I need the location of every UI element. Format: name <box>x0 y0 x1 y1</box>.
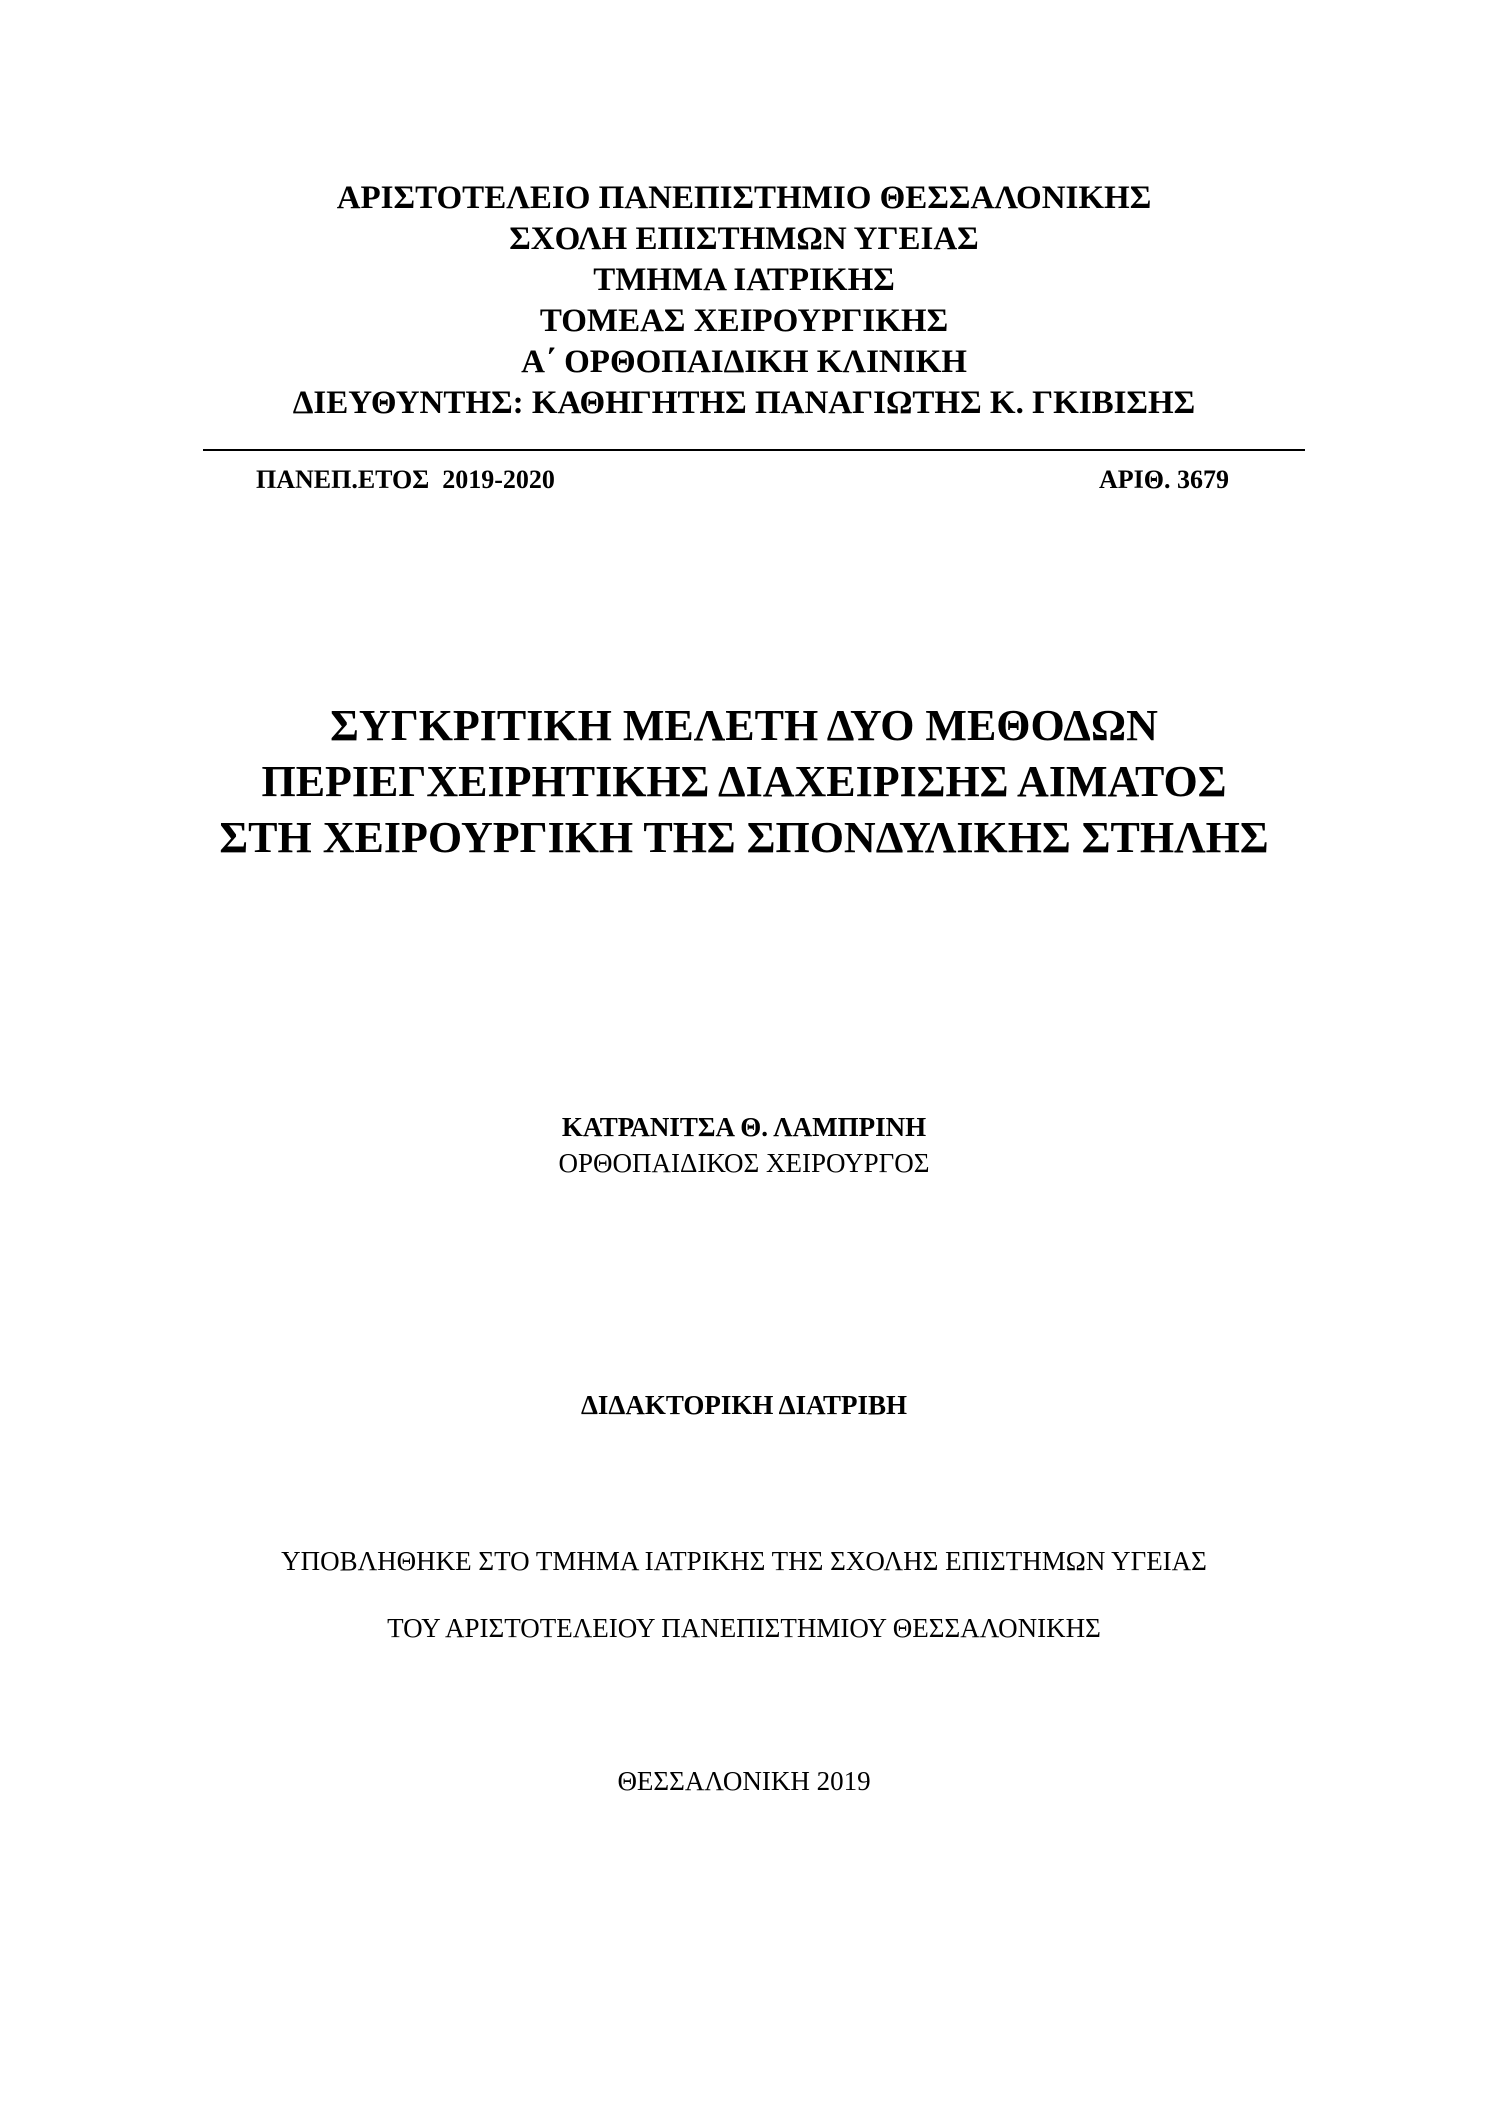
clinic-name: Α΄ ΟΡΘΟΠΑΙΔΙΚΗ ΚΛΙΝΙΚΗ <box>521 344 967 380</box>
thesis-number: ΑΡΙΘ. 3679 <box>1099 465 1229 494</box>
academic-year: ΠΑΝΕΠ.ΕΤΟΣ 2019-2020 <box>256 465 555 494</box>
author-role: ΟΡΘΟΠΑΙΔΙΚΟΣ ΧΕΙΡΟΥΡΓΟΣ <box>558 1148 930 1178</box>
thesis-type: ΔΙΔΑΚΤΟΡΙΚΗ ΔΙΑΤΡΙΒΗ <box>581 1390 907 1420</box>
school-name: ΣΧΟΛΗ ΕΠΙΣΤΗΜΩΝ ΥΓΕΙΑΣ <box>509 221 979 257</box>
thesis-title <box>0 698 1488 866</box>
title-line-2: ΠΕΡΙΕΓΧΕΙΡΗΤΙΚΗΣ ΔΙΑΧΕΙΡΙΣΗΣ ΑΙΜΑΤΟΣ <box>261 757 1227 806</box>
department-name: ΤΜΗΜΑ ΙΑΤΡΙΚΗΣ <box>593 262 895 298</box>
university-name: ΑΡΙΣΤΟΤΕΛΕΙΟ ΠΑΝΕΠΙΣΤΗΜΙΟ ΘΕΣΣΑΛΟΝΙΚΗΣ <box>336 180 1152 216</box>
author-name: ΚΑΤΡΑΝΙΤΣΑ Θ. ΛΑΜΠΡΙΝΗ <box>561 1112 927 1142</box>
place-year: ΘΕΣΣΑΛΟΝΙΚΗ 2019 <box>617 1766 871 1796</box>
header-divider <box>203 449 1305 451</box>
title-line-1: ΣΥΓΚΡΙΤΙΚΗ ΜΕΛΕΤΗ ΔΥΟ ΜΕΘΟΔΩΝ <box>330 701 1158 750</box>
submission-line-1: ΥΠΟΒΛΗΘΗΚΕ ΣΤΟ ΤΜΗΜΑ ΙΑΤΡΙΚΗΣ ΤΗΣ ΣΧΟΛΗΣ ΕΠΙΣΤΗΜΩΝ ΥΓΕΙΑΣ <box>281 1546 1207 1576</box>
title-line-3: ΣΤΗ ΧΕΙΡΟΥΡΓΙΚΗ ΤΗΣ ΣΠΟΝΔΥΛΙΚΗΣ ΣΤΗΛΗΣ <box>219 813 1269 862</box>
submission-line-2: ΤΟΥ ΑΡΙΣΤΟΤΕΛΕΙΟΥ ΠΑΝΕΠΙΣΤΗΜΙΟΥ ΘΕΣΣΑΛΟΝΙΚΗΣ <box>387 1613 1101 1643</box>
director-line: ΔΙΕΥΘΥΝΤΗΣ: ΚΑΘΗΓΗΤΗΣ ΠΑΝΑΓΙΩΤΗΣ Κ. ΓΚΙΒΙΣΗΣ <box>292 385 1196 421</box>
author-block <box>0 1109 1488 1181</box>
institution-header <box>0 178 1488 424</box>
sector-name: ΤΟΜΕΑΣ ΧΕΙΡΟΥΡΓΙΚΗΣ <box>539 303 949 339</box>
